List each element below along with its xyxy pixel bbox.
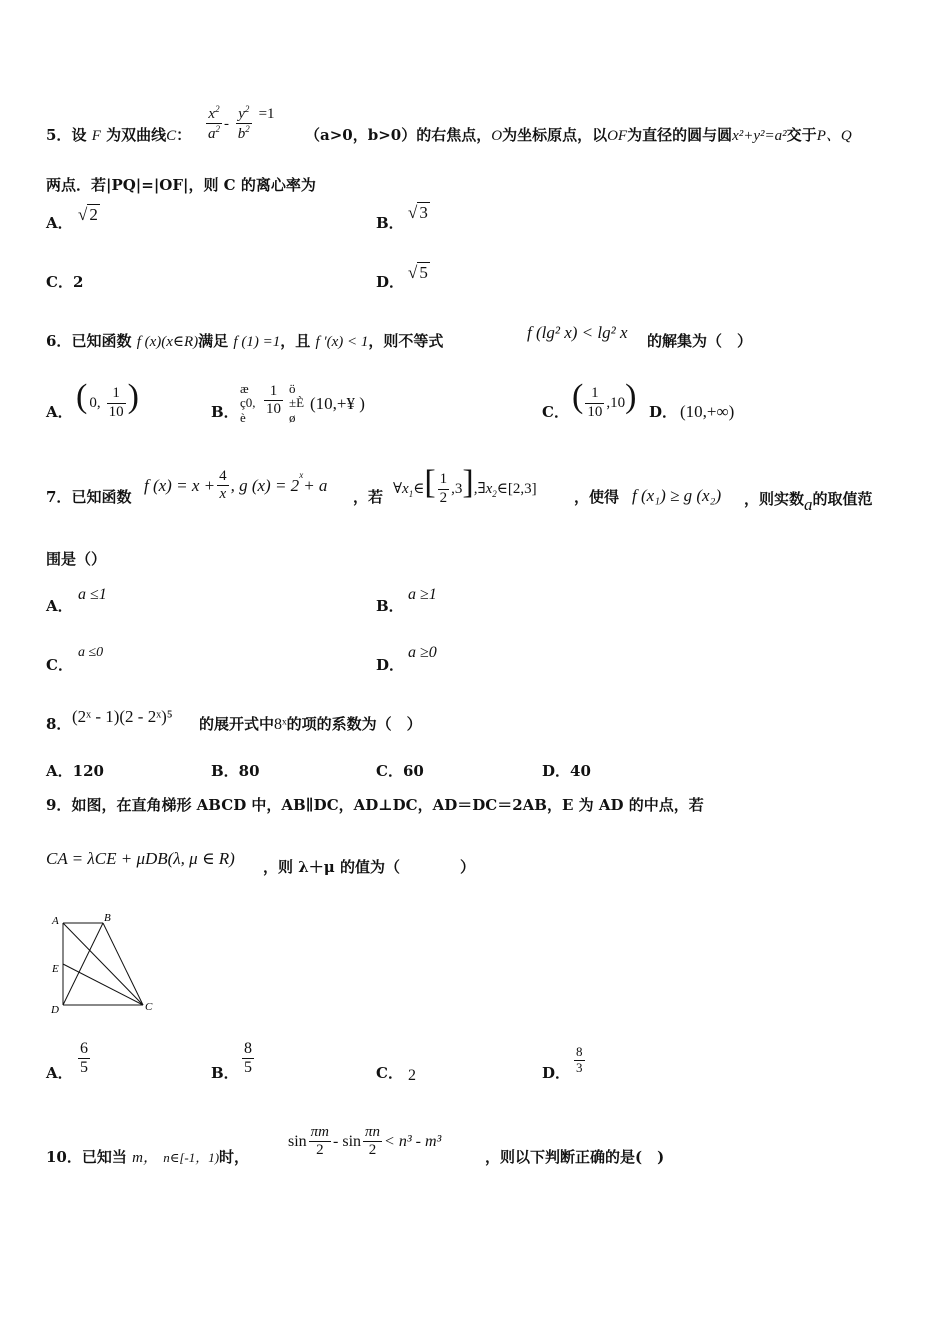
q5-option-d-label: D． <box>376 273 405 291</box>
q5-option-b-value: √ 3 <box>408 203 428 222</box>
q9-option-c-value: 2 <box>408 1067 416 1084</box>
q7-option-c-value: a ≤0 <box>78 645 104 660</box>
q6-option-d-label: D． <box>649 403 678 421</box>
q6-option-a-value: ( 0, $\frac{1}{10}$ ) <box>76 378 139 420</box>
q6-option-a-label: A． <box>46 403 73 421</box>
q8-option-b: B．80 <box>211 762 260 780</box>
q9-option-b-value: $\frac{8}{5}$ <box>244 1040 252 1077</box>
q9-option-a-value: $\frac{6}{5}$ <box>80 1040 88 1077</box>
q9-option-d-value: $\frac{8}{3}$ <box>576 1044 583 1075</box>
q6-option-d-value: (10,+∞) <box>680 402 735 421</box>
figure-label-d: D <box>51 1004 59 1016</box>
q6-option-c-label: C． <box>542 403 569 421</box>
q7-option-d-label: D． <box>376 656 405 674</box>
q5-line1-rest: （a>0，b>0）的右焦点，O为坐标原点，以OF为直径的圆与圆x²+y²=a²交于P、Q <box>305 126 852 144</box>
q9-option-d-label: D． <box>542 1064 571 1082</box>
q5-option-d-value: √ 5 <box>408 263 428 282</box>
q10-number: 10． <box>46 1148 82 1166</box>
q6-number: 6． <box>46 332 72 350</box>
q10-line1: 10．已知当 m， n∈[-1，1)时， <box>46 1148 250 1166</box>
q5-line1: 5．设 F 为双曲线C： <box>46 126 192 144</box>
q7-if: ，若 <box>353 488 384 506</box>
q8-expression: (2ˣ - 1)(2 - 2ˣ)⁵ <box>72 707 173 726</box>
q7-functions: f (x) = x + $\frac{4}{x}$ , g $(x) = 2^x+ a$ <box>144 468 328 503</box>
q8-option-c: C．60 <box>376 762 424 780</box>
q9-line2: ，则 λ＋μ 的值为（ ） <box>263 858 475 876</box>
q5-line2: 两点．若|PQ|=|OF|，则 C 的离心率为 <box>46 176 316 194</box>
q6-option-b-label: B． <box>211 403 239 421</box>
q6-option-b-value: (10,+¥ ) <box>310 394 365 413</box>
trapezoid-figure <box>46 908 158 1018</box>
q7-such-that: ，使得 <box>574 488 620 506</box>
q9-option-a-label: A． <box>46 1064 73 1082</box>
q10-inequality: sin $\frac{\pi m}{2}$ - sin $\frac{\pi n}{2}$ < n³ - m³ <box>288 1124 442 1159</box>
q8-option-d: D．40 <box>542 762 591 780</box>
q9-vector-equation: CA = λCE + μDB(λ, μ ∈ R) <box>46 849 235 868</box>
q7-line2: 围是（） <box>46 550 107 568</box>
q5-option-a-label: A． <box>46 214 73 232</box>
q7-inequality: f (x₁) ≥ g (x₂) <box>632 486 722 505</box>
figure-label-a: A <box>52 915 59 927</box>
q6-line1: 6．已知函数 f (x)(x∈R)满足 f (1) =1，且 f ′(x) < 1，则不等式 <box>46 332 444 350</box>
q9-number: 9． <box>46 796 72 814</box>
q9-option-c-label: C． <box>376 1064 403 1082</box>
q8-option-a: A．120 <box>46 762 104 780</box>
q5-option-c: C．2 <box>46 273 84 291</box>
q5-option-a-value: √ 2 <box>78 205 98 224</box>
figure-label-e: E <box>52 963 59 975</box>
q7-option-d-value: a ≥0 <box>408 644 437 661</box>
q5-number: 5． <box>46 126 72 144</box>
q6-line1-end: 的解集为（ ） <box>647 332 753 350</box>
q7-option-b-label: B． <box>376 597 404 615</box>
q7-line1-rest: ，则实数a的取值范 <box>744 490 873 514</box>
q6-option-b-garbled-left: æ ç0, è <box>240 381 256 425</box>
q7-option-a-value: a ≤1 <box>78 586 107 603</box>
q5-option-b-label: B． <box>376 214 404 232</box>
q10-line1-end: ，则以下判断正确的是( ) <box>485 1148 665 1166</box>
q9-option-b-label: B． <box>211 1064 239 1082</box>
q7-number: 7． <box>46 488 72 506</box>
q7-option-c-label: C． <box>46 656 73 674</box>
q7-quantifiers: $\forall x_1\in$[ $\frac{1}{2}$ $,3],\exists x_2\in[2,3]$ <box>393 464 537 506</box>
q5-hyperbola-equation: $\frac{x^2}{a^2}$ - $\frac{y^2}{b^2}$ =1 <box>208 104 275 143</box>
q6-option-c-value: ( $\frac{1}{10}$ ,10) <box>572 378 637 420</box>
q6-option-b-fraction: $\frac{1}{10}$ <box>266 383 281 418</box>
q8-number: 8． <box>46 715 72 733</box>
q8-line1: 的展开式中8ˣ的项的系数为（ ） <box>199 715 422 733</box>
figure-label-c: C <box>145 1001 153 1013</box>
q6-inequality: f (lg² x) < lg² x <box>527 323 628 342</box>
q7-option-a-label: A． <box>46 597 73 615</box>
q7-line1: 7．已知函数 <box>46 488 132 506</box>
figure-label-b: B <box>104 912 111 924</box>
q9-line1: 9．如图，在直角梯形 ABCD 中，AB∥DC，AD⊥DC，AD＝DC＝2AB，E 为 AD 的中点，若 <box>46 796 704 814</box>
q6-option-b-garbled-right: ö ±È ø <box>289 381 305 425</box>
q7-option-b-value: a ≥1 <box>408 586 437 603</box>
